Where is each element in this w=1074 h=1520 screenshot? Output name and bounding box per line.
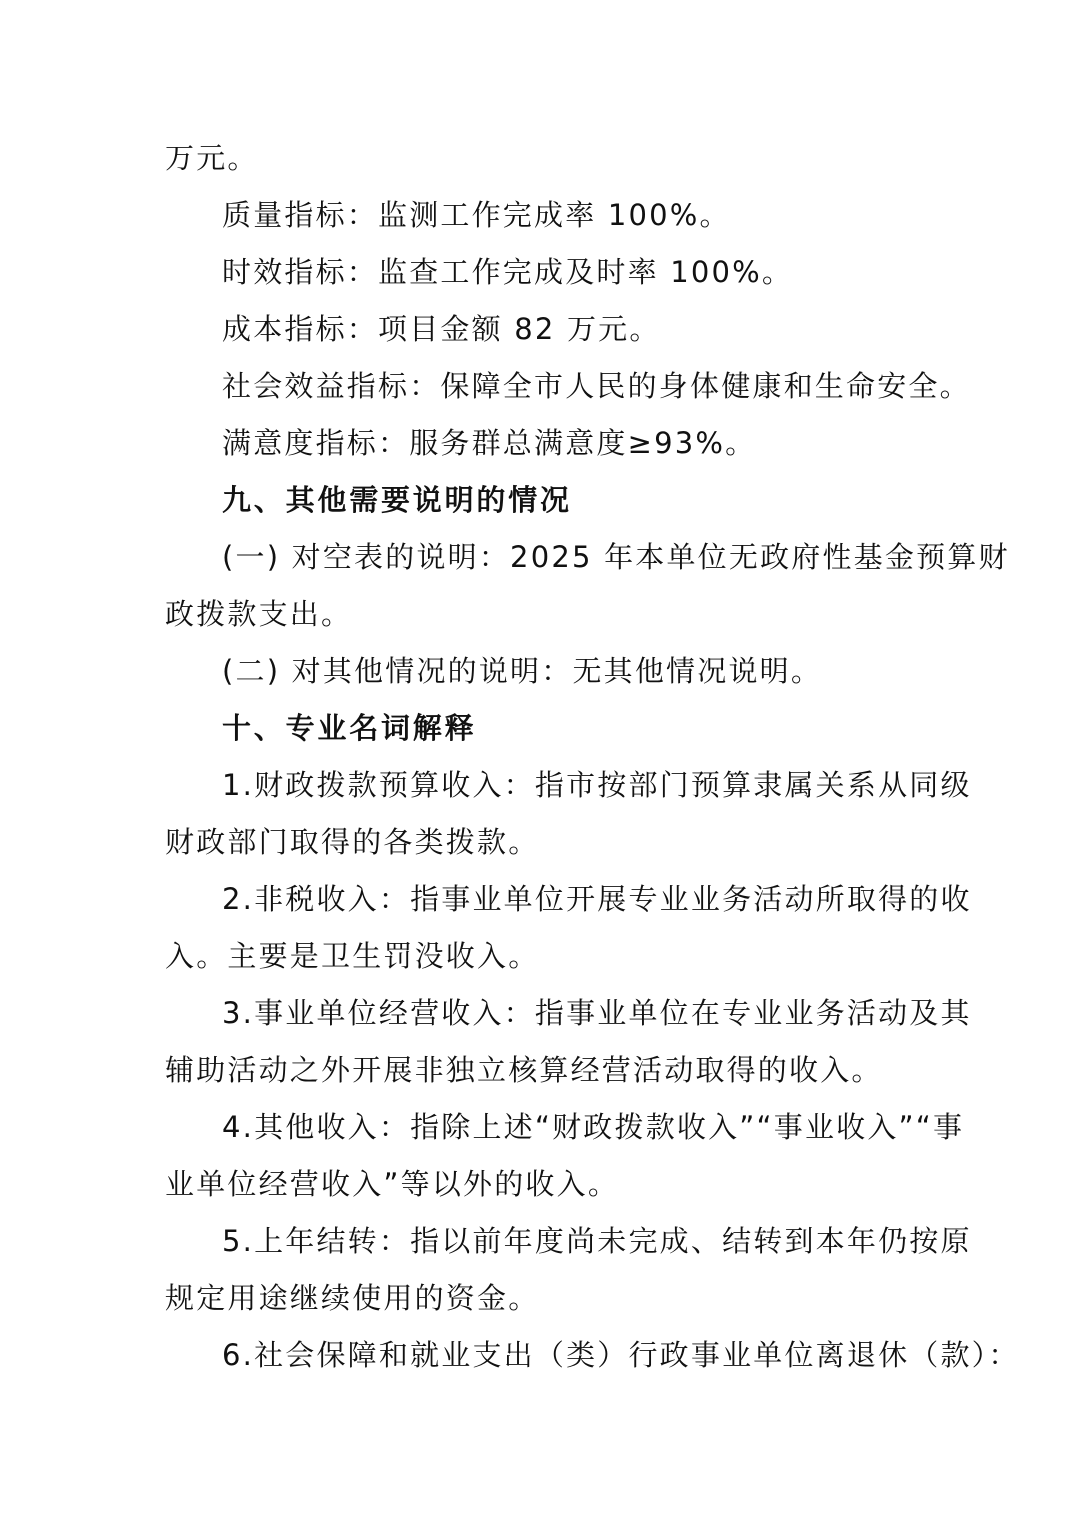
paragraph-line: 入。主要是卫生罚没收入。 — [165, 939, 540, 973]
section-heading: 九、其他需要说明的情况 — [222, 483, 572, 517]
section-heading: 十、专业名词解释 — [222, 711, 477, 745]
paragraph-line: 5.上年结转：指以前年度尚未完成、结转到本年仍按原 — [222, 1224, 972, 1258]
paragraph-line: 2.非税收入：指事业单位开展专业业务活动所取得的收 — [222, 882, 972, 916]
paragraph-line: 6.社会保障和就业支出（类）行政事业单位离退休（款）： — [222, 1338, 1020, 1372]
paragraph-line: (一) 对空表的说明：2025 年本单位无政府性基金预算财 — [222, 540, 1010, 574]
paragraph-line: 万元。 — [165, 141, 259, 175]
paragraph-line: 3.事业单位经营收入：指事业单位在专业业务活动及其 — [222, 996, 972, 1030]
paragraph-line: 成本指标：项目金额 82 万元。 — [222, 312, 661, 346]
paragraph-line: 质量指标：监测工作完成率 100%。 — [222, 198, 731, 232]
paragraph-line: (二) 对其他情况的说明：无其他情况说明。 — [222, 654, 823, 688]
paragraph-line: 满意度指标：服务群总满意度≥93%。 — [222, 426, 757, 460]
paragraph-line: 政拨款支出。 — [165, 597, 353, 631]
paragraph-line: 社会效益指标：保障全市人民的身体健康和生命安全。 — [222, 369, 971, 403]
paragraph-line: 业单位经营收入”等以外的收入。 — [165, 1167, 620, 1201]
paragraph-line: 辅助活动之外开展非独立核算经营活动取得的收入。 — [165, 1053, 883, 1087]
paragraph-line: 财政部门取得的各类拨款。 — [165, 825, 540, 859]
paragraph-line: 4.其他收入：指除上述“财政拨款收入”“事业收入”“事 — [222, 1110, 965, 1144]
paragraph-line: 规定用途继续使用的资金。 — [165, 1281, 540, 1315]
paragraph-line: 1.财政拨款预算收入：指市按部门预算隶属关系从同级 — [222, 768, 972, 802]
paragraph-line: 时效指标：监查工作完成及时率 100%。 — [222, 255, 794, 289]
